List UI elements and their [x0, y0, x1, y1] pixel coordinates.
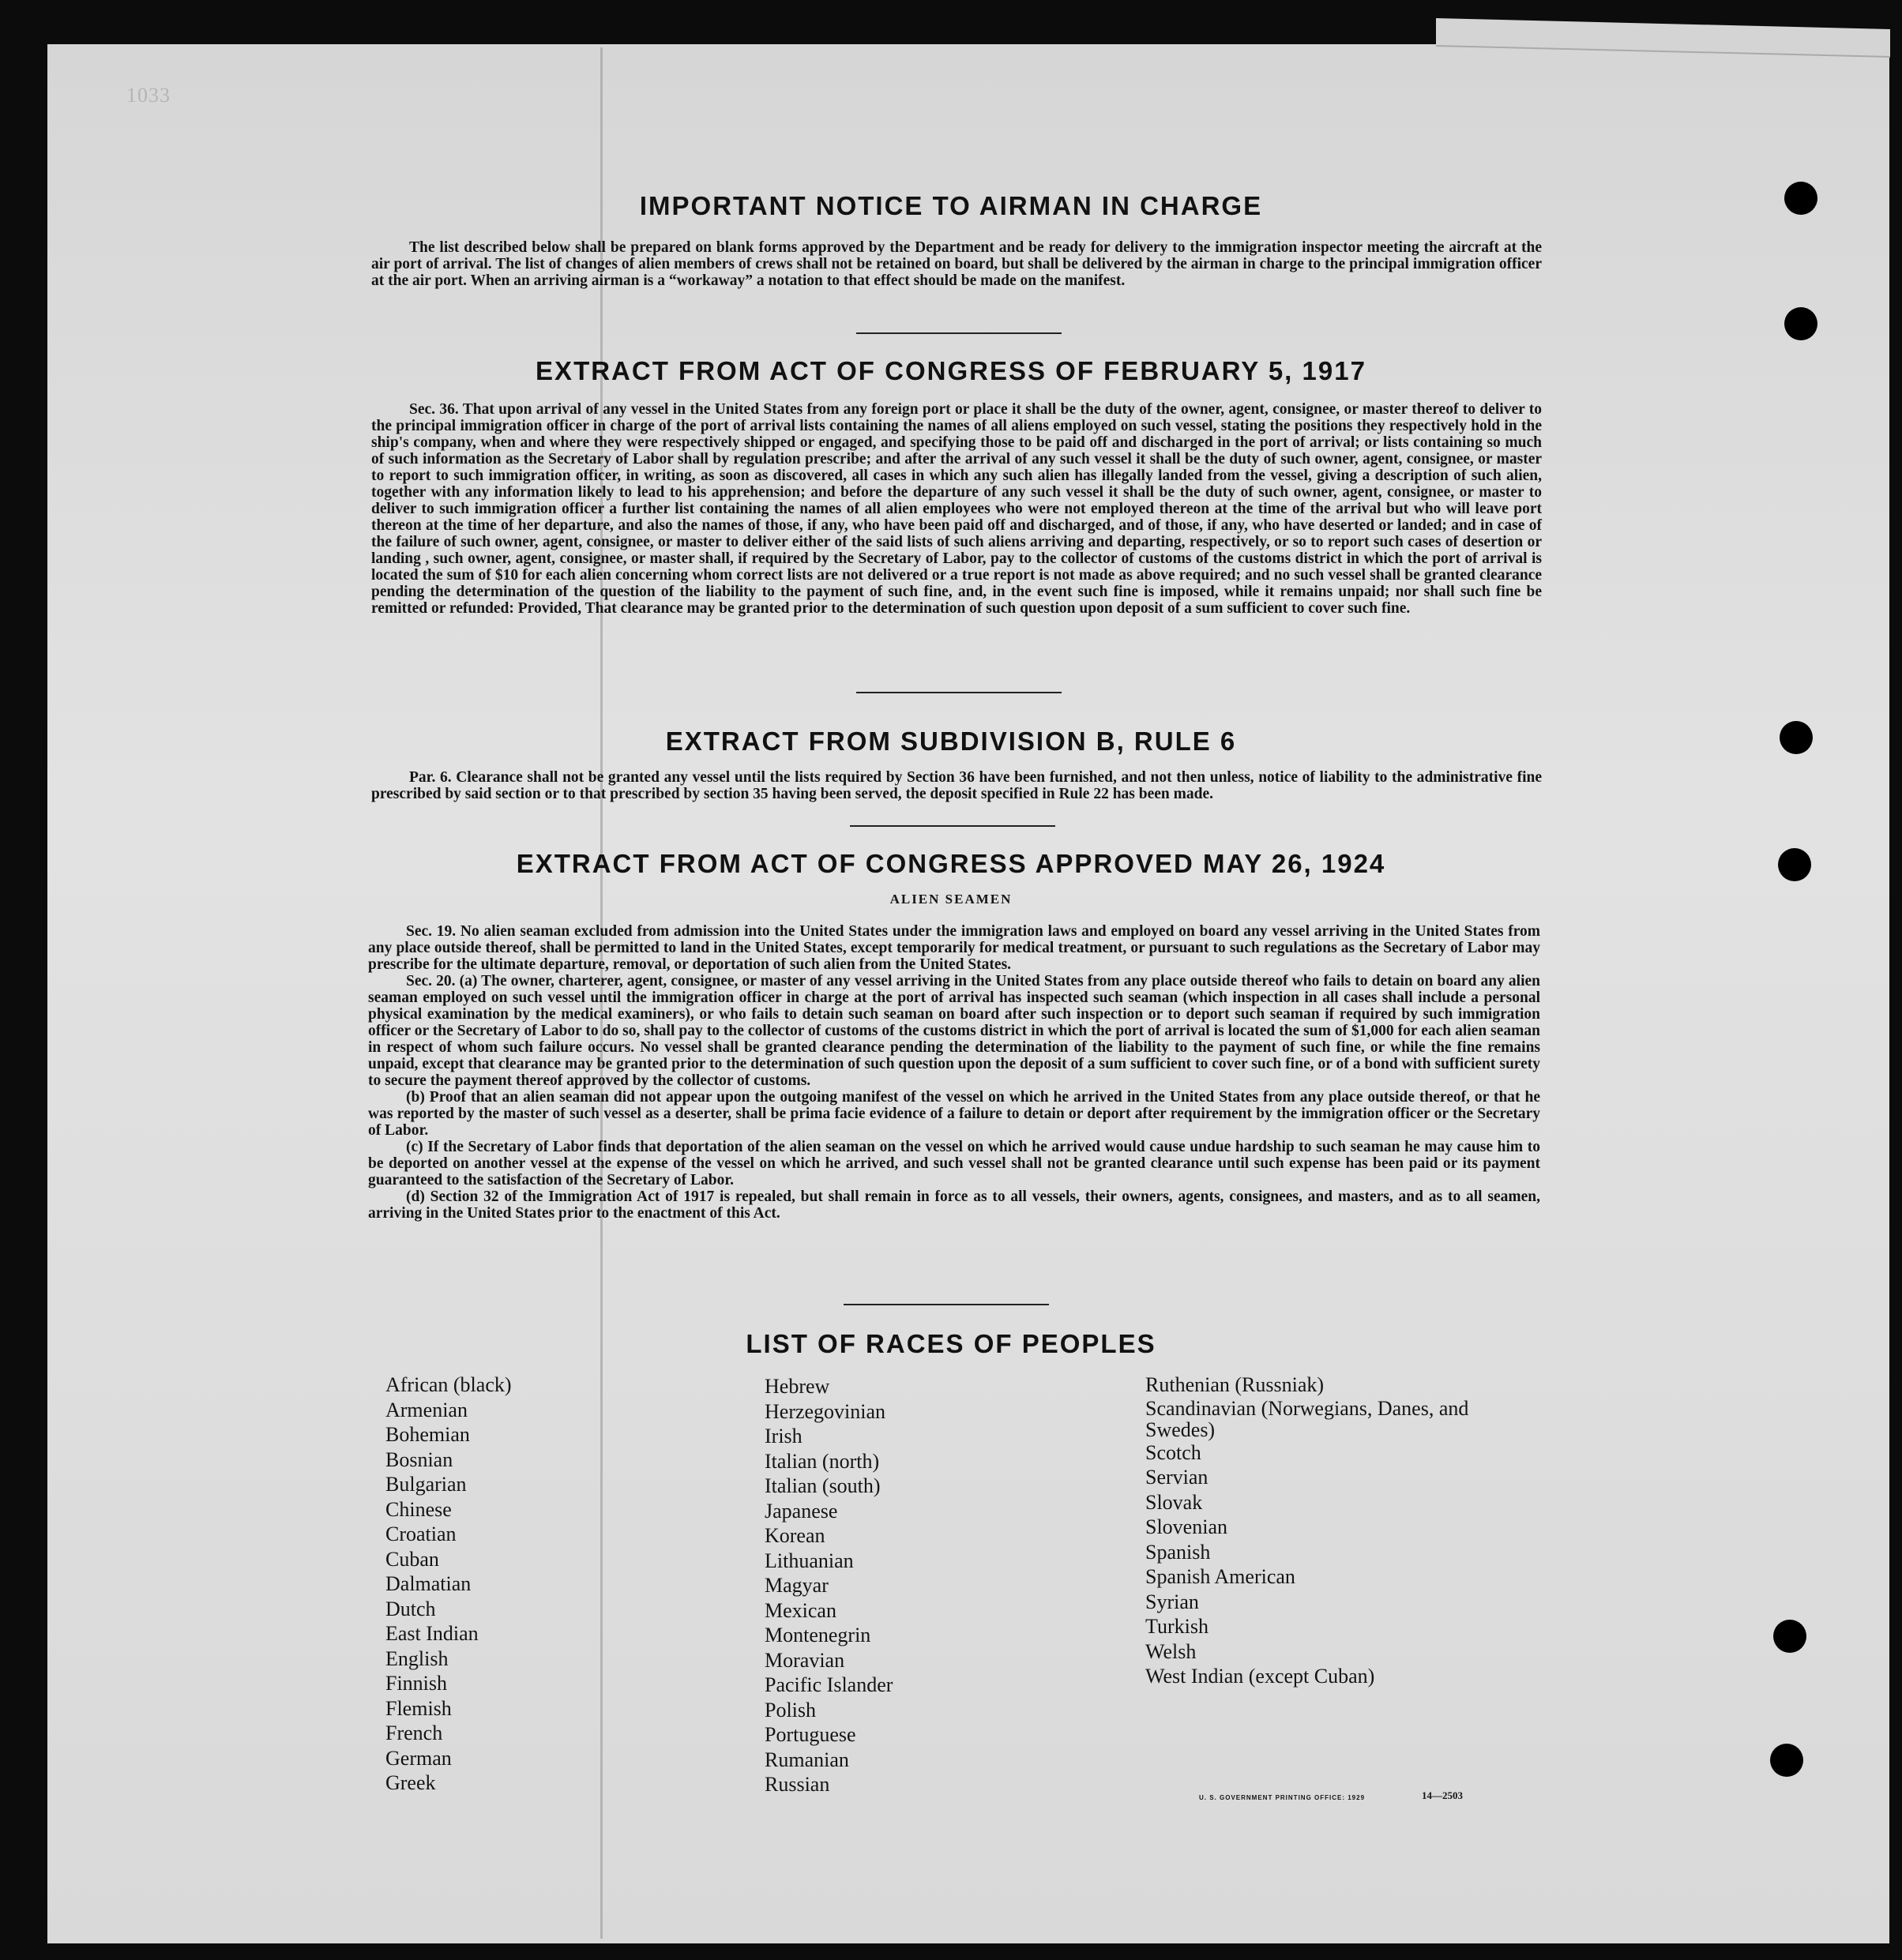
binder-hole	[1784, 307, 1817, 340]
race-item: English	[385, 1646, 449, 1670]
race-item: Rumanian	[765, 1748, 849, 1771]
rule-6-body	[371, 769, 1542, 802]
race-item: Croatian	[385, 1523, 457, 1545]
sec-19-paragraph: Sec. 19. No alien seaman excluded from admission into the United States under the immigration laws and employed on board any vessel arriving in the United States from any place outside thereof, shall be permitted to land in the United States, except temporarily for medical treatment, or pursuant to such regulations as the Secretary of Labor may prescribe for the ultimate departure, removal, or deportation of such alien from the United States.	[368, 923, 1540, 973]
section-divider	[856, 692, 1062, 693]
race-item: Spanish	[1145, 1540, 1211, 1564]
race-item: Syrian	[1145, 1590, 1199, 1613]
sec-20c-paragraph: (c) If the Secretary of Labor finds that deportation of the alien seaman on the vessel on which he arrived would cause undue hardship to such seaman he may cause him to be deported on another vessel at the expense of the vessel on which he arrived, and such vessel shall not be granted clearance until such expense has been paid or its payment guaranteed to the satisfaction of the Secretary of Labor.	[368, 1139, 1540, 1188]
race-item: Japanese	[765, 1499, 838, 1523]
race-item: Korean	[765, 1524, 825, 1547]
race-item: Cuban	[385, 1547, 439, 1571]
form-number: 14—2503	[1422, 1789, 1463, 1801]
sec-20d-paragraph: (d) Section 32 of the Immigration Act of 1917 is repealed, but shall remain in force as to all vessels, their owners, agents, consignees, and masters, and as to all seamen, arriving in the United States prior to the enactment of this Act.	[368, 1188, 1540, 1222]
race-item: Slovenian	[1145, 1515, 1227, 1538]
notice-body	[371, 239, 1542, 289]
race-item: Lithuanian	[765, 1549, 854, 1572]
race-item: Chinese	[385, 1497, 452, 1521]
races-column-1	[385, 1372, 512, 1796]
par-6-paragraph: Par. 6. Clearance shall not be granted any vessel until the lists required by Section 36 have been furnished, and not then unless, notice of liability to the administrative fine prescribed by said section or to that prescribed by section 35 having been served, the deposit specified in Rule 22 has been made.	[371, 769, 1542, 802]
race-item: Pacific Islander	[765, 1673, 893, 1696]
race-item: Scotch	[1145, 1440, 1201, 1464]
race-item: Flemish	[385, 1696, 452, 1720]
race-item: Finnish	[385, 1672, 448, 1695]
race-item: Moravian	[765, 1648, 845, 1672]
race-item: Servian	[1145, 1466, 1208, 1489]
sec-20a-paragraph: Sec. 20. (a) The owner, charterer, agent, consignee, or master of any vessel arriving in the United States from any place outside thereof who fails to detain on board any alien seaman employed on such vessel until the immigration officer in charge at the port of arrival has inspected such seaman (which inspection in all cases shall include a personal physical examination by the medical examiners), or who fails to detain such seaman on board after such inspection or to deport such seaman if required by such immigration officer or the Secretary of Labor to do so, shall pay to the collector of customs of the customs district in which the port of arrival is located the sum of $1,000 for each alien seaman in respect of whom such failure occurs. No vessel shall be granted clearance pending the determination of the liability to the payment of such fine, or while the fine remains unpaid, except that clearance may be granted prior to the determination of such question upon the deposit of a sum sufficient to cover such fine, or of a bond with sufficient surety to secure the payment thereof approved by the collector of customs.	[368, 973, 1540, 1089]
races-column-2	[765, 1374, 893, 1797]
race-item: Greek	[385, 1771, 436, 1794]
alien-seamen-subtitle: ALIEN SEAMEN	[889, 892, 1013, 907]
sec-36-paragraph: Sec. 36. That upon arrival of any vessel in the United States from any foreign port or place it shall be the duty of the owner, agent, consignee, or master thereof to deliver to the principal immigration officer in charge of the port of arrival lists containing the names of all aliens employed on such vessel, stating the positions they respectively hold in the ship's company, when and where they were respectively shipped or engaged, and specifying those to be paid off and discharged in the port of arrival; or lists containing so much of such information as the Secretary of Labor shall by regulation prescribe; and after the arrival of any such vessel it shall be the duty of such owner, agent, consignee, or master to report to such immigration officer, in writing, as soon as discovered, all cases in which any such alien has illegally landed from the vessel, giving a description of such alien, together with any information likely to lead to his apprehension; and before the departure of any such vessel it shall be the duty of such owner, agent, consignee, or master to deliver to such immigration officer a further list containing the names of all alien employees who were not employed thereon at the time of the arrival but who will leave port thereon at the time of her departure, and also the names of those, if any, who have been paid off and discharged, and of those, if any, who have deserted or landed; and in case of the failure of such owner, agent, consignee, or master to deliver either of the said lists of such aliens arriving and departing, respectively, or so to report such cases of desertion or landing , such owner, agent, consignee, or master shall, if required by the Secretary of Labor, pay to the collector of customs of the customs district in which the port of arrival is located the sum of $10 for each alien concerning whom correct lists are not delivered or a true report is not made as above required; and no such vessel shall be granted clearance pending the determination of the question of the liability to the payment of such fine, and, in the event such fine is imposed, while it remains unpaid; nor shall such fine be remitted or refunded: Provided, That clearance may be granted prior to the determination of such question upon deposit of a sum sufficient to cover such fine.	[371, 401, 1542, 617]
race-item: Bosnian	[385, 1447, 453, 1471]
act-1924-title: EXTRACT FROM ACT OF CONGRESS APPROVED MAY 26, 1924	[516, 849, 1386, 878]
printer-imprint: U. S. GOVERNMENT PRINTING OFFICE: 1929	[1199, 1794, 1366, 1801]
race-item: Portuguese	[765, 1723, 856, 1746]
races-title: LIST OF RACES OF PEOPLES	[746, 1329, 1156, 1358]
race-item: Spanish American	[1145, 1565, 1295, 1588]
notice-paragraph: The list described below shall be prepared on blank forms approved by the Department and be ready for delivery to the immigration inspector meeting the aircraft at the air port of arrival. The list of changes of alien members of crews shall not be retained on board, but shall be delivered by the airman in charge to the principal immigration officer at the air port. When an arriving airman is a “workaway” a notation to that effect should be made on the manifest.	[371, 239, 1542, 289]
race-item: Ruthenian (Russniak)	[1145, 1373, 1325, 1396]
race-item: Italian (north)	[765, 1449, 880, 1473]
race-item: Bulgarian	[385, 1473, 467, 1496]
race-item: East Indian	[385, 1622, 479, 1645]
race-item: Hebrew	[765, 1375, 830, 1398]
race-item: German	[385, 1746, 452, 1770]
race-item: Herzegovinian	[765, 1399, 886, 1423]
race-item: French	[385, 1722, 443, 1744]
act-1917-title: EXTRACT FROM ACT OF CONGRESS OF FEBRUARY 5, 1917	[536, 356, 1366, 385]
race-item: Dalmatian	[385, 1572, 472, 1595]
race-item: Bohemian	[385, 1423, 470, 1446]
race-item: Turkish	[1145, 1615, 1208, 1638]
race-item: Armenian	[385, 1398, 468, 1421]
race-item: West Indian (except Cuban)	[1145, 1665, 1375, 1688]
sec-20b-paragraph: (b) Proof that an alien seaman did not appear upon the outgoing manifest of the vessel on which he arrived in the United States from any place outside thereof, or that he was reported by the master of such vessel as a deserter, shall be prima facie evidence of a failure to detain or deport after requirement by the immigration officer or the Secretary of Labor.	[368, 1089, 1540, 1139]
race-item: Slovak	[1145, 1490, 1203, 1514]
race-item: Scandinavian (Norwegians, Danes, and Swedes)	[1145, 1396, 1469, 1441]
race-item: Russian	[765, 1773, 830, 1796]
races-column-3	[1145, 1372, 1509, 1689]
binder-hole	[1773, 1620, 1806, 1653]
section-divider	[856, 332, 1062, 334]
race-item: Dutch	[385, 1597, 436, 1620]
act-1917-body	[371, 401, 1542, 617]
section-divider	[850, 825, 1055, 827]
race-item: Mexican	[765, 1598, 836, 1622]
race-item: African (black)	[385, 1373, 512, 1396]
race-item: Magyar	[765, 1574, 829, 1597]
binder-hole	[1770, 1744, 1803, 1777]
faded-stamp: 1033	[126, 84, 171, 107]
rule-6-title: EXTRACT FROM SUBDIVISION B, RULE 6	[665, 727, 1237, 756]
notice-title: IMPORTANT NOTICE TO AIRMAN IN CHARGE	[639, 191, 1263, 220]
race-item: Polish	[765, 1698, 817, 1722]
act-1924-body	[368, 923, 1540, 1222]
section-divider	[844, 1304, 1049, 1305]
race-item: Italian (south)	[765, 1474, 881, 1497]
race-item: Irish	[765, 1425, 803, 1447]
race-item: Welsh	[1145, 1639, 1197, 1663]
race-item: Montenegrin	[765, 1624, 871, 1646]
